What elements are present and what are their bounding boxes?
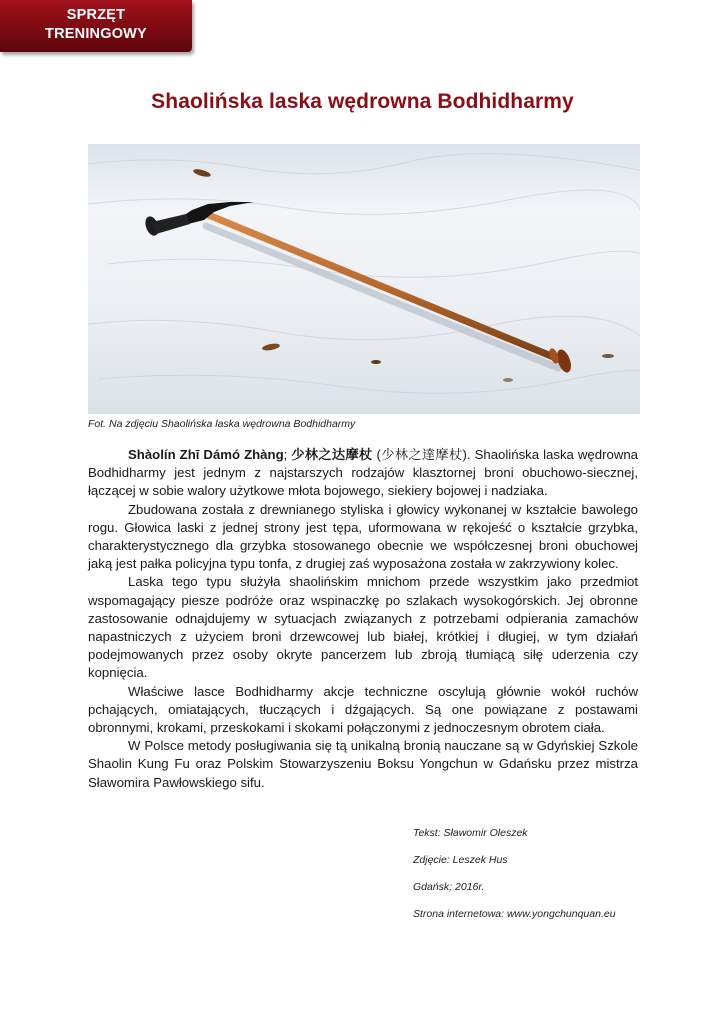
credit-website: Strona internetowa: www.yongchunquan.eu [413, 908, 616, 920]
intro-separator: ; [283, 447, 292, 462]
staff-chinese-simplified: 少林之达摩杖 [291, 447, 373, 462]
staff-photo [88, 144, 640, 414]
badge-line-1: SPRZĘT [66, 7, 126, 23]
photo-caption: Fot. Na zdjęciu Shaolińska laska wędrowna Bodhidharmy [88, 418, 356, 430]
leaf [602, 354, 614, 358]
badge-line-2: TRENINGOWY [45, 26, 147, 42]
article-paragraph: Zbudowana została z drewnianego styliska i głowicy wykonanej w kształcie bawolego rogu. Głowica laski z jednej strony jest tępa, uformowana w rękojeść o kształcie grzybka, charakterystycznego dla grzybka stosowanego obecnie we współczesnej broni obuchowej jaką jest pałka policyjna typu tonfa, z drugiej zaś wyposażona została w zakrzywiony kolec. [88, 501, 638, 572]
section-badge [0, 0, 198, 60]
intro-text: . Shaolińska laska wędrowna Bodhidharmy jest jednym z najstarszych rodzajów klasztornej broni obuchowo-siecznej, łączącej w sobie walory użytkowe młota bojowego, siekiery bojowej i nadziaka. [88, 447, 639, 499]
credit-place-date: Gdańsk; 2016r. [413, 881, 485, 893]
article-paragraph: Właściwe lasce Bodhidharmy akcje techniczne oscylują głównie wokół ruchów pchających, omiatających, tłuczących i dźgających. Są one powiązane z postawami obronnymi, krokami, przeskokami i skokami połączonymi z jednoczesnym obrotem ciała. [88, 683, 638, 736]
leaf [503, 378, 513, 382]
credit-text-author: Tekst: Sławomir Oleszek [413, 827, 528, 839]
article-body [88, 446, 638, 792]
credits-block [413, 826, 616, 934]
article-intro [88, 446, 638, 501]
page-title: Shaolińska laska wędrowna Bodhidharmy [151, 90, 574, 113]
staff-romanized-name: Shàolín Zhī Dámó Zhàng [128, 447, 284, 462]
credit-photo-author: Zdjęcie: Leszek Hus [413, 854, 508, 866]
article-paragraph: W Polsce metody posługiwania się tą unikalną bronią nauczane są w Gdyńskiej Szkole Shaolin Kung Fu oraz Polskim Stowarzyszeniu Boksu Yongchun w Gdańsku przez mistrza Sławomira Pawłowskiego sifu. [88, 738, 638, 790]
article-paragraph: Laska tego typu służyła shaolińskim mnichom przede wszystkim jako przedmiot wspomagający piesze podróże oraz wspinaczkę po szlakach wysokogórskich. Jej obronne zastosowanie odnajdujemy w sytuacjach związanych z potrzebami odpierania zamachów napastniczych z użyciem broni drzewcowej lub białej, krótkiej i długiej, w tym działań podejmowanych przez osoby okryte pancerzem lub zbroją tłumiącą siłę uderzenia czy kopnięcia. [88, 574, 638, 681]
leaf [371, 360, 381, 364]
staff-chinese-traditional: (少林之達摩杖) [372, 447, 467, 462]
badge-label [0, 6, 192, 44]
